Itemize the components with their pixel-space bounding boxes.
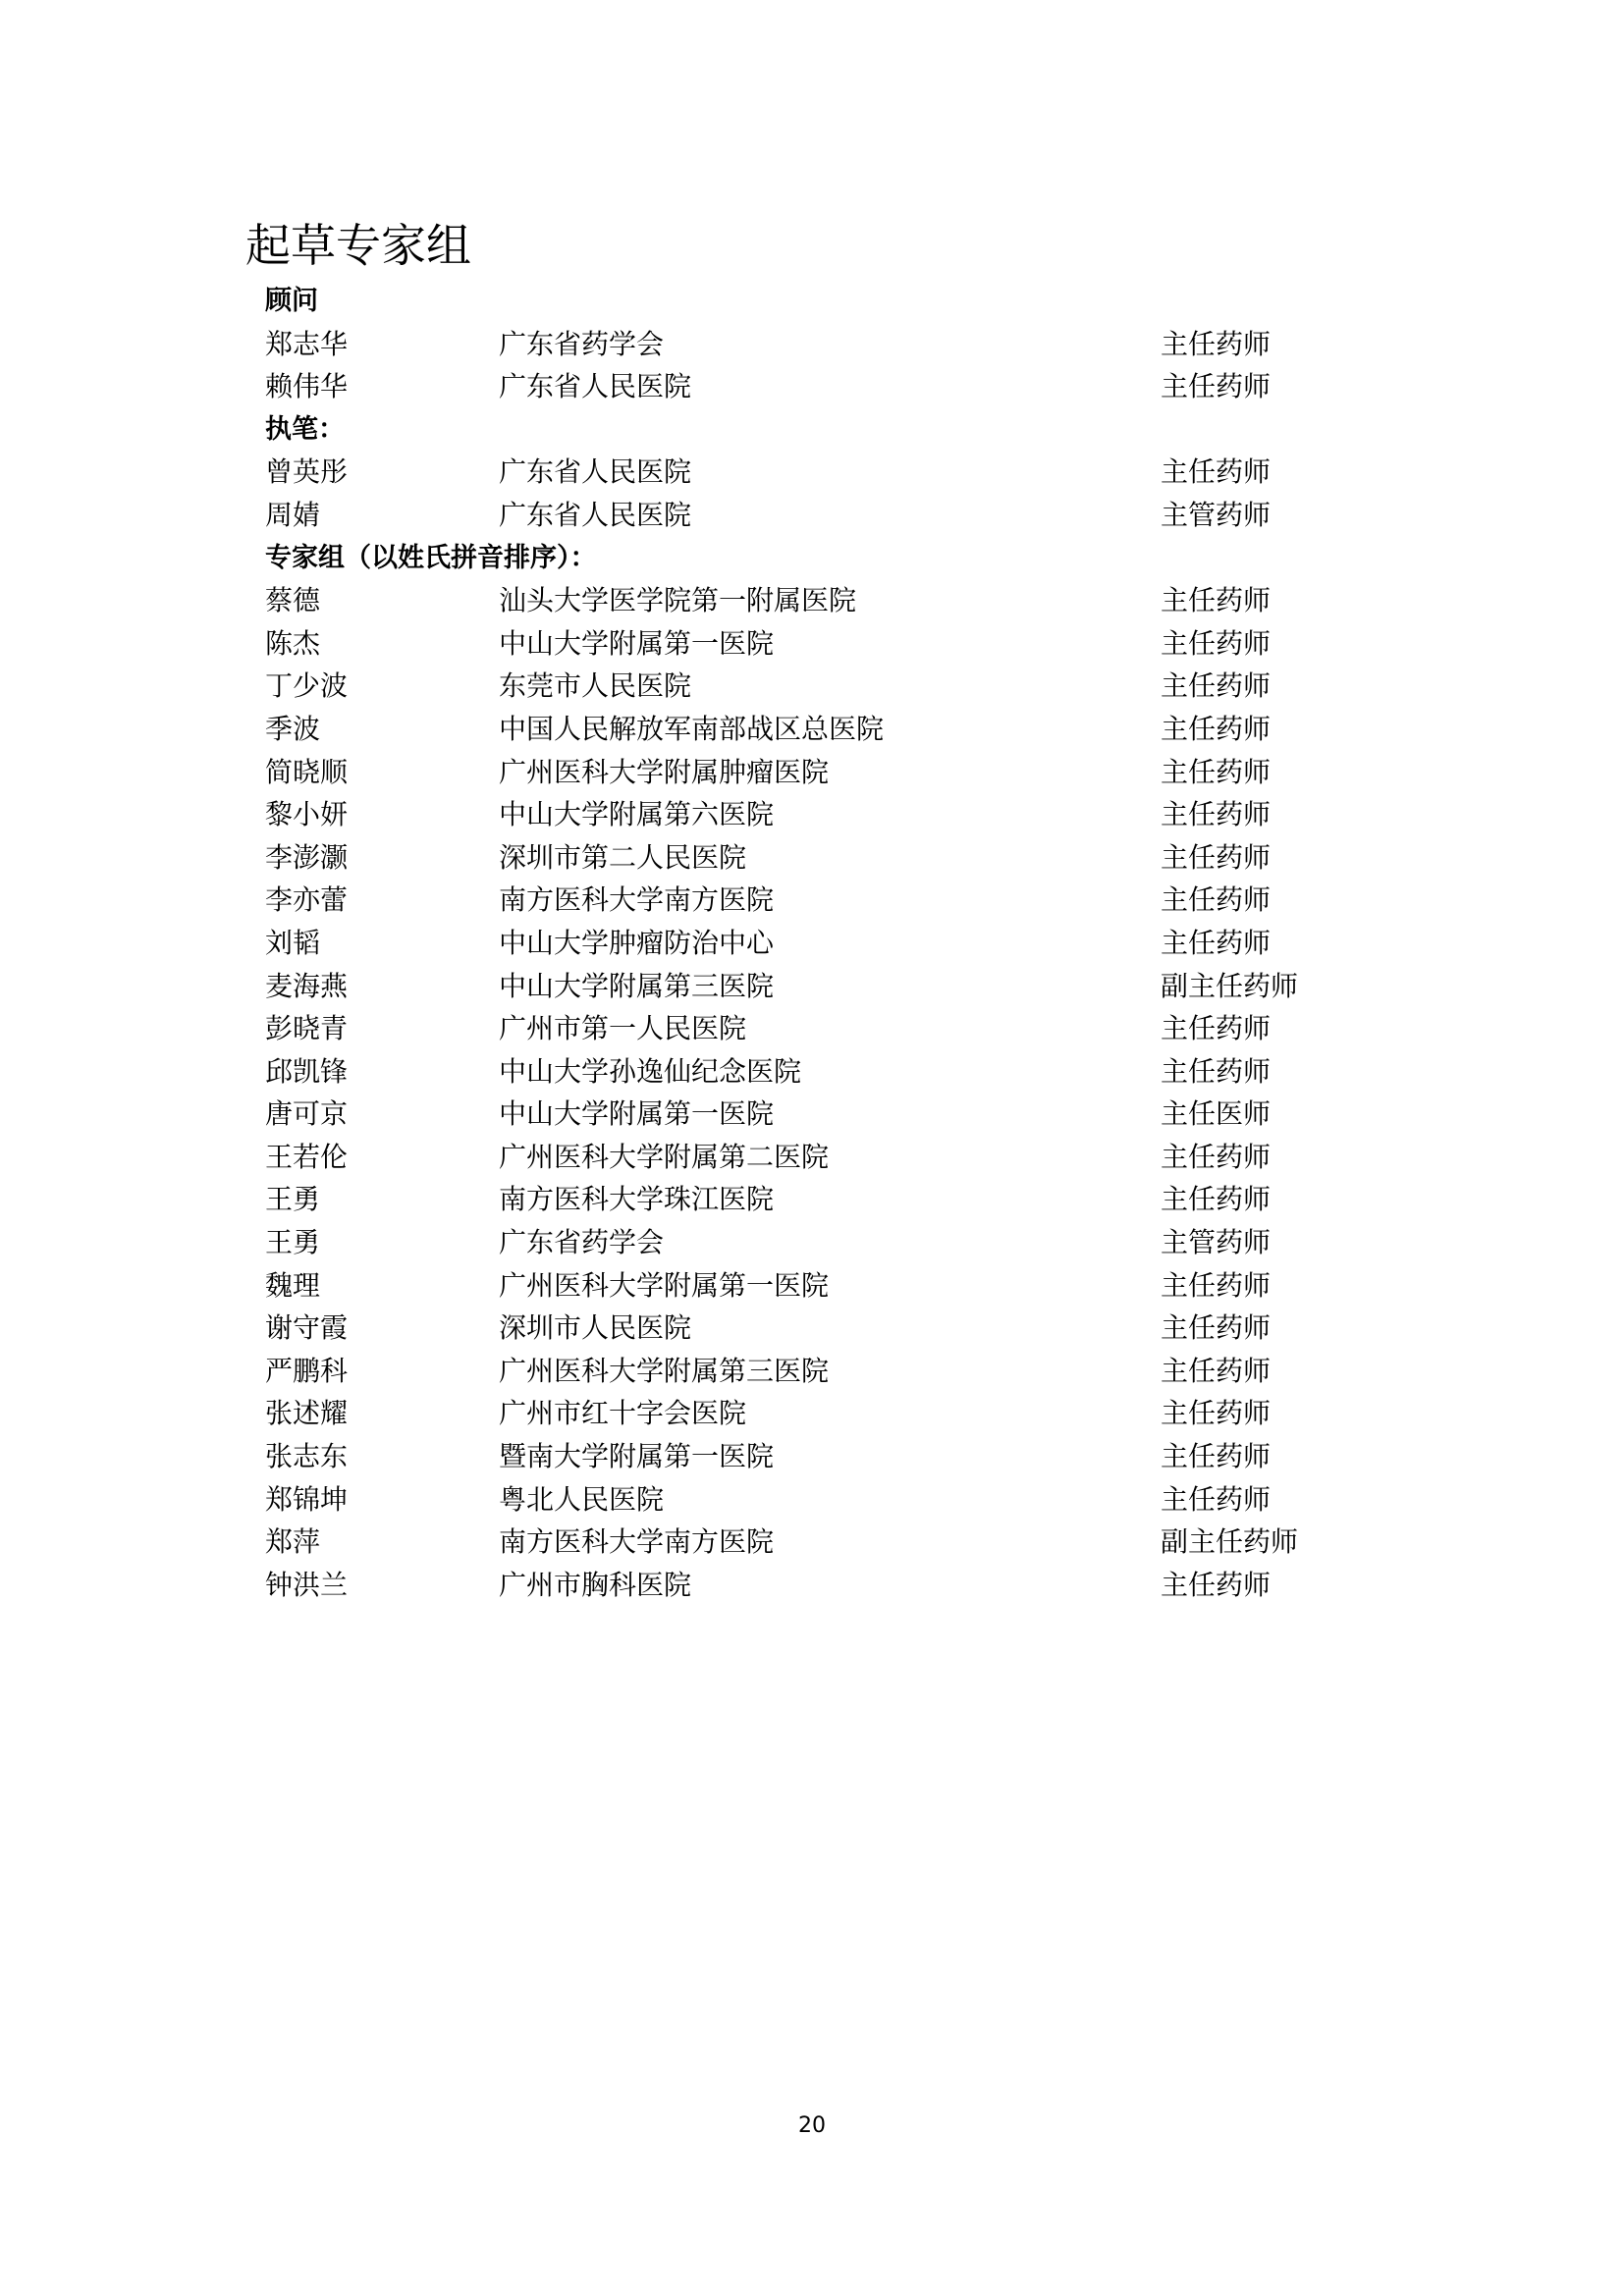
member-organization: 广东省药学会 [499, 1226, 665, 1259]
member-organization: 广州医科大学附属第三医院 [499, 1354, 830, 1387]
member-name: 简晓顺 [265, 755, 349, 788]
member-title: 主任药师 [1161, 370, 1272, 403]
member-organization: 广州市红十字会医院 [499, 1397, 747, 1430]
member-row [265, 879, 1394, 922]
page-title: 起草专家组 [245, 219, 471, 272]
member-name: 李亦蕾 [265, 883, 349, 917]
member-organization: 广东省人民医院 [499, 498, 692, 531]
member-name: 赖伟华 [265, 370, 349, 403]
member-row [265, 1221, 1394, 1264]
member-name: 张述耀 [265, 1397, 349, 1430]
member-title: 主管药师 [1161, 1226, 1272, 1259]
section-writers [265, 408, 1394, 537]
member-row [265, 1264, 1394, 1308]
member-name: 钟洪兰 [265, 1568, 349, 1601]
member-title: 主任药师 [1161, 455, 1272, 489]
member-name: 郑萍 [265, 1525, 321, 1559]
member-title: 主任药师 [1161, 1311, 1272, 1345]
member-title: 主任药师 [1161, 584, 1272, 617]
member-organization: 东莞市人民医院 [499, 669, 692, 703]
member-name: 王若伦 [265, 1140, 349, 1173]
member-row [265, 1178, 1394, 1221]
member-title: 主任药师 [1161, 883, 1272, 917]
member-name: 陈杰 [265, 626, 321, 660]
member-row [265, 1521, 1394, 1564]
member-organization: 汕头大学医学院第一附属医院 [499, 584, 857, 617]
member-row [265, 622, 1394, 666]
member-organization: 广州医科大学附属第一医院 [499, 1268, 830, 1302]
member-title: 主任药师 [1161, 755, 1272, 788]
member-row [265, 365, 1394, 408]
member-name: 唐可京 [265, 1097, 349, 1131]
member-row [265, 793, 1394, 836]
member-name: 郑锦坤 [265, 1482, 349, 1516]
member-organization: 中山大学肿瘤防治中心 [499, 926, 775, 959]
member-row [265, 1093, 1394, 1136]
member-organization: 深圳市人民医院 [499, 1311, 692, 1345]
member-organization: 中国人民解放军南部战区总医院 [499, 712, 885, 745]
member-organization: 广州医科大学附属肿瘤医院 [499, 755, 830, 788]
member-organization: 中山大学孙逸仙纪念医院 [499, 1054, 802, 1088]
member-name: 周婧 [265, 498, 321, 531]
member-row [265, 665, 1394, 708]
member-name: 刘韬 [265, 926, 321, 959]
member-name: 蔡德 [265, 584, 321, 617]
member-title: 主任药师 [1161, 1568, 1272, 1601]
member-title: 主任药师 [1161, 1482, 1272, 1516]
member-name: 郑志华 [265, 327, 349, 360]
member-title: 主任药师 [1161, 1012, 1272, 1045]
section-heading: 执笔： [265, 413, 345, 445]
member-name: 张志东 [265, 1440, 349, 1473]
member-organization: 南方医科大学珠江医院 [499, 1183, 775, 1216]
member-row [265, 1564, 1394, 1607]
member-row [265, 1350, 1394, 1393]
member-title: 主管药师 [1161, 498, 1272, 531]
member-row [265, 1478, 1394, 1522]
member-name: 王勇 [265, 1183, 321, 1216]
member-row [265, 451, 1394, 494]
member-row [265, 323, 1394, 366]
member-row [265, 751, 1394, 794]
member-name: 李澎灏 [265, 840, 349, 874]
section-heading: 专家组（以姓氏拼音排序）： [265, 542, 597, 573]
member-name: 王勇 [265, 1226, 321, 1259]
member-title: 主任药师 [1161, 626, 1272, 660]
member-name: 彭晓青 [265, 1012, 349, 1045]
member-organization: 中山大学附属第一医院 [499, 1097, 775, 1131]
member-organization: 中山大学附属第六医院 [499, 798, 775, 831]
member-title: 副主任药师 [1161, 1525, 1299, 1559]
member-organization: 广东省人民医院 [499, 455, 692, 489]
member-row [265, 1050, 1394, 1094]
member-row [265, 1392, 1394, 1435]
member-title: 主任药师 [1161, 1354, 1272, 1387]
member-title: 主任医师 [1161, 1097, 1272, 1131]
member-title: 主任药师 [1161, 1440, 1272, 1473]
member-organization: 广州医科大学附属第二医院 [499, 1140, 830, 1173]
member-organization: 暨南大学附属第一医院 [499, 1440, 775, 1473]
member-organization: 深圳市第二人民医院 [499, 840, 747, 874]
member-row [265, 1007, 1394, 1050]
member-title: 主任药师 [1161, 926, 1272, 959]
member-name: 麦海燕 [265, 969, 349, 1002]
page-number: 20 [798, 2113, 826, 2138]
member-row [265, 1435, 1394, 1478]
member-name: 严鹏科 [265, 1354, 349, 1387]
member-row [265, 494, 1394, 537]
section-heading: 顾问 [265, 286, 318, 316]
member-name: 谢守霞 [265, 1311, 349, 1345]
member-name: 曾英彤 [265, 455, 349, 489]
member-title: 主任药师 [1161, 1054, 1272, 1088]
member-title: 主任药师 [1161, 840, 1272, 874]
member-name: 季波 [265, 712, 321, 745]
member-row [265, 579, 1394, 622]
member-title: 主任药师 [1161, 669, 1272, 703]
member-title: 主任药师 [1161, 1268, 1272, 1302]
member-title: 主任药师 [1161, 798, 1272, 831]
member-organization: 广东省人民医院 [499, 370, 692, 403]
section-advisors [265, 280, 1394, 408]
member-title: 主任药师 [1161, 1183, 1272, 1216]
member-row [265, 1307, 1394, 1350]
member-title: 主任药师 [1161, 712, 1272, 745]
member-title: 主任药师 [1161, 1140, 1272, 1173]
member-name: 邱凯锋 [265, 1054, 349, 1088]
member-organization: 广州市第一人民医院 [499, 1012, 747, 1045]
member-organization: 南方医科大学南方医院 [499, 883, 775, 917]
member-row [265, 1136, 1394, 1179]
member-organization: 广州市胸科医院 [499, 1568, 692, 1601]
member-title: 主任药师 [1161, 1397, 1272, 1430]
member-organization: 广东省药学会 [499, 327, 665, 360]
member-title: 副主任药师 [1161, 969, 1299, 1002]
member-organization: 中山大学附属第一医院 [499, 626, 775, 660]
member-row [265, 922, 1394, 965]
member-row [265, 836, 1394, 880]
member-name: 黎小妍 [265, 798, 349, 831]
member-organization: 中山大学附属第三医院 [499, 969, 775, 1002]
member-organization: 粤北人民医院 [499, 1482, 665, 1516]
member-row [265, 708, 1394, 751]
member-title: 主任药师 [1161, 327, 1272, 360]
member-organization: 南方医科大学南方医院 [499, 1525, 775, 1559]
member-name: 丁少波 [265, 669, 349, 703]
expert-list [265, 280, 1394, 1606]
member-name: 魏理 [265, 1268, 321, 1302]
member-row [265, 965, 1394, 1008]
section-experts [265, 537, 1394, 1607]
